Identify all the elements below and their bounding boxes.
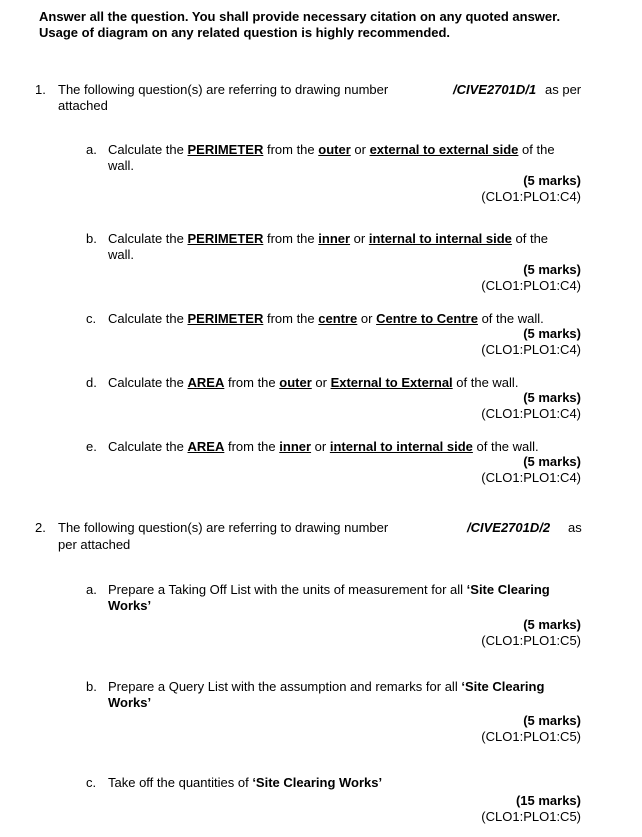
q1e-k3: internal to internal side: [329, 439, 473, 454]
q2-number: 2.: [35, 520, 46, 535]
q1a-letter: a.: [86, 142, 97, 157]
q1b-t3: or: [350, 231, 369, 246]
q1-drawing-code: /CIVE2701D/1: [453, 82, 537, 97]
q1b-t1: Calculate the: [108, 231, 188, 246]
q1c-text: [108, 311, 544, 327]
q2a-marks: (5 marks): [523, 617, 581, 632]
q1a-k2: outer: [318, 142, 351, 157]
q1d-letter: d.: [86, 375, 97, 390]
q1d-t3: or: [311, 375, 331, 390]
q1a-t4: of the: [518, 142, 555, 157]
q2a-line-2: Works’: [108, 598, 152, 613]
q1b-text: [108, 231, 548, 247]
q1-number: 1.: [35, 82, 46, 97]
q1e-t4: of the wall.: [472, 439, 539, 454]
q1c-letter: c.: [86, 311, 97, 326]
q1a-clo: (CLO1:PLO1:C4): [481, 189, 581, 204]
q1a-t1: Calculate the: [108, 142, 188, 157]
q1b-k3: internal to internal side: [368, 231, 512, 246]
q1c-t1: Calculate the: [108, 311, 188, 326]
q2c-text: [108, 775, 382, 791]
q1a-t2: from the: [263, 142, 319, 157]
q1e-text: [108, 439, 539, 455]
q2b-clo: (CLO1:PLO1:C5): [481, 729, 581, 744]
q1a-t3: or: [350, 142, 370, 157]
q1c-t4: of the wall.: [477, 311, 544, 326]
q1b-clo: (CLO1:PLO1:C4): [481, 278, 581, 293]
q1b-t2: from the: [263, 231, 319, 246]
q1d-marks: (5 marks): [523, 390, 581, 405]
q1a-line-2: wall.: [108, 158, 135, 173]
q2b-bold1: ‘Site Clearing: [461, 679, 545, 694]
q1d-k1: AREA: [187, 375, 225, 390]
q1c-marks: (5 marks): [523, 326, 581, 341]
q2-as: as: [568, 520, 582, 535]
q1-as-per: as per: [545, 82, 582, 97]
q2c-t1: Take off the quantities of: [108, 775, 253, 790]
q1b-line-2: wall.: [108, 247, 135, 262]
q1e-clo: (CLO1:PLO1:C4): [481, 470, 581, 485]
q2-drawing-number: [467, 520, 550, 536]
q1e-t2: from the: [224, 439, 280, 454]
q2a-letter: a.: [86, 582, 97, 597]
q1d-t2: from the: [224, 375, 280, 390]
q1e-letter: e.: [86, 439, 97, 454]
q1c-t2: from the: [263, 311, 319, 326]
q2a-text: [108, 582, 550, 598]
q1b-letter: b.: [86, 231, 97, 246]
q2b-letter: b.: [86, 679, 97, 694]
q1c-t3: or: [357, 311, 377, 326]
q1c-k3: Centre to Centre: [376, 311, 478, 326]
q1d-text: [108, 375, 518, 391]
q1-text-line-2: attached: [58, 98, 108, 113]
q1-drawing-number: [453, 82, 536, 98]
instruction-line-1: Answer all the question. You shall provide necessary citation on any quoted answer.: [39, 9, 561, 24]
q1c-k1: PERIMETER: [187, 311, 264, 326]
q2a-t1: Prepare a Taking Off List with the units of measurement for all: [108, 582, 467, 597]
q1a-marks: (5 marks): [523, 173, 581, 188]
q1e-t3: or: [311, 439, 330, 454]
q1d-clo: (CLO1:PLO1:C4): [481, 406, 581, 421]
q2c-bold1: ‘Site Clearing Works’: [252, 775, 383, 790]
q1d-k3: External to External: [330, 375, 453, 390]
q2b-marks: (5 marks): [523, 713, 581, 728]
q2c-clo: (CLO1:PLO1:C5): [481, 809, 581, 824]
q2-text-line-2: per attached: [58, 537, 131, 552]
q2b-t1: Prepare a Query List with the assumption and remarks for all: [108, 679, 462, 694]
q2a-bold1: ‘Site Clearing: [466, 582, 550, 597]
q1c-k2: centre: [318, 311, 358, 326]
q1a-k1: PERIMETER: [187, 142, 264, 157]
q1c-clo: (CLO1:PLO1:C4): [481, 342, 581, 357]
q1b-k1: PERIMETER: [187, 231, 264, 246]
q1b-k2: inner: [318, 231, 351, 246]
q1e-k2: inner: [279, 439, 312, 454]
q1e-k1: AREA: [187, 439, 225, 454]
q2-drawing-code: /CIVE2701D/2: [467, 520, 551, 535]
q2a-clo: (CLO1:PLO1:C5): [481, 633, 581, 648]
q2c-letter: c.: [86, 775, 97, 790]
q1d-t4: of the wall.: [452, 375, 519, 390]
q1e-marks: (5 marks): [523, 454, 581, 469]
instruction-line-2: Usage of diagram on any related question is highly recommended.: [39, 25, 451, 40]
q1b-t4: of the: [511, 231, 549, 246]
q2-text-line-1: The following question(s) are referring to drawing number: [58, 520, 389, 535]
q1d-t1: Calculate the: [108, 375, 188, 390]
q2b-line-2: Works’: [108, 695, 152, 710]
q1e-t1: Calculate the: [108, 439, 188, 454]
q1a-text: [108, 142, 555, 158]
q2c-marks: (15 marks): [515, 793, 581, 808]
q1d-k2: outer: [279, 375, 312, 390]
q1-text-line-1: The following question(s) are referring to drawing number: [58, 82, 389, 97]
q2b-text: [108, 679, 544, 695]
q1a-k3: external to external side: [369, 142, 519, 157]
q1b-marks: (5 marks): [523, 262, 581, 277]
